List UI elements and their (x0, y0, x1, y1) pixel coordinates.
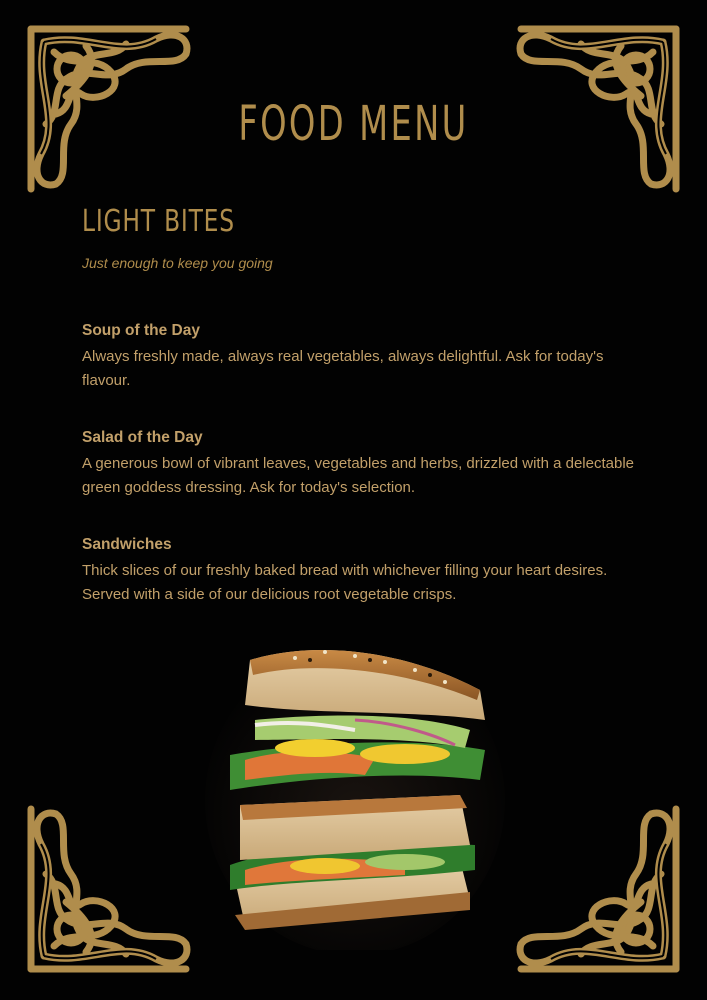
section-subtitle: Just enough to keep you going (82, 255, 273, 271)
sandwich-image (205, 630, 505, 950)
menu-item-name: Sandwiches (82, 536, 172, 553)
celtic-knot-bottom-right-icon (506, 799, 681, 974)
menu-title: FOOD MENU (238, 96, 469, 152)
menu-items (82, 320, 652, 641)
menu-item (82, 534, 652, 607)
menu-item-description: A generous bowl of vibrant leaves, vegetables and herbs, drizzled with a delectable green goddess dressing. Ask for today's selection. (82, 455, 635, 496)
celtic-knot-bottom-left-icon (26, 799, 201, 974)
menu-item (82, 427, 652, 500)
sandwich-icon (205, 630, 505, 950)
menu-item-description: Always freshly made, always real vegetables, always delightful. Ask for today's flavour. (82, 348, 604, 389)
celtic-knot-icon (26, 799, 201, 974)
celtic-knot-icon (506, 799, 681, 974)
menu-item-description: Thick slices of our freshly baked bread with whichever filling your heart desires. Served with a side of our delicious root vegetable crisps. (82, 562, 608, 603)
section-heading: LIGHT BITES (82, 204, 235, 239)
menu-item-name: Soup of the Day (82, 322, 200, 339)
menu-item-name: Salad of the Day (82, 429, 203, 446)
menu-item (82, 320, 652, 393)
